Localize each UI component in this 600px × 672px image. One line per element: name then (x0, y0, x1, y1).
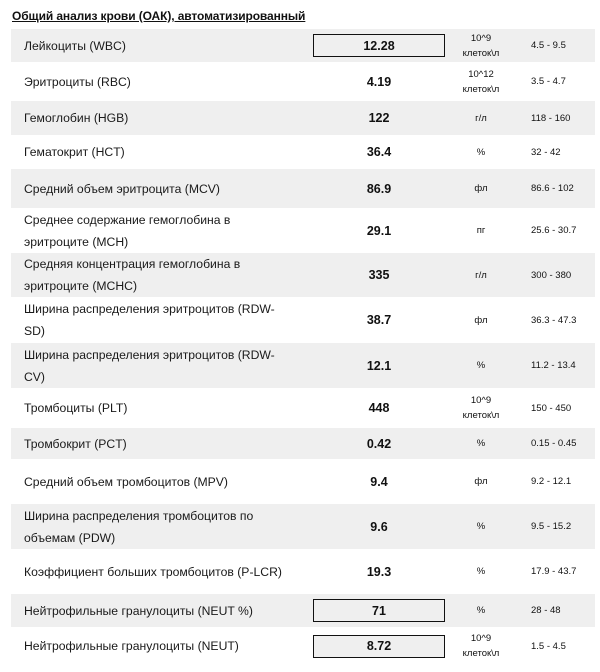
reference-range: 1.5 - 4.5 (531, 640, 566, 652)
unit: г/л (475, 269, 487, 281)
unit: % (476, 521, 486, 532)
reference-range: 36.3 - 47.3 (531, 314, 577, 326)
reference-range: 150 - 450 (531, 402, 572, 414)
table-row (11, 169, 595, 208)
test-name: Средняя концентрация гемоглобина в эритроците (MCHC) (24, 257, 241, 293)
unit: пг (476, 225, 486, 236)
reference-range: 300 - 380 (531, 269, 572, 281)
flag-box: 8.72 (313, 635, 445, 658)
result-value: 38.7 (366, 313, 392, 327)
unit: % (476, 146, 486, 158)
table-row (11, 504, 595, 549)
reference-range: 4.5 - 9.5 (531, 40, 566, 51)
table-row (11, 101, 595, 135)
test-name: Средний объем эритроцита (MCV) (24, 181, 220, 196)
reference-range: 25.6 - 30.7 (531, 225, 577, 236)
test-name: Среднее содержание гемоглобина в эритроците (MCH) (24, 212, 231, 249)
flag-box: 12.28 (313, 34, 445, 57)
table-row (11, 627, 595, 665)
table-row (11, 549, 595, 594)
unit: 10^9 клеток\л (462, 395, 500, 421)
result-value: 0.42 (366, 436, 392, 451)
flagged-result-value (313, 29, 445, 62)
result-value: 36.4 (366, 145, 392, 159)
result-value: 19.3 (366, 564, 392, 579)
test-name: Гемоглобин (HGB) (24, 111, 129, 125)
test-name: Нейтрофильные гранулоциты (NEUT) (24, 639, 239, 653)
reference-range: 28 - 48 (531, 605, 561, 616)
table-row (11, 253, 595, 297)
reference-range: 32 - 42 (531, 146, 561, 158)
reference-range: 0.15 - 0.45 (531, 438, 577, 449)
test-name: Ширина распределения эритроцитов (RDW-SD) (24, 302, 275, 338)
unit: 10^9 клеток\л (462, 633, 500, 659)
result-value: 9.4 (370, 474, 388, 489)
unit: % (476, 605, 486, 616)
flagged-result-value (313, 627, 445, 665)
test-name: Нейтрофильные гранулоциты (NEUT %) (24, 603, 253, 618)
unit: % (476, 566, 486, 577)
test-name: Гематокрит (HCT) (24, 145, 125, 159)
reference-range: 118 - 160 (531, 112, 571, 124)
table-row (11, 343, 595, 388)
test-name: Средний объем тромбоцитов (MPV) (24, 474, 228, 489)
result-value: 4.19 (366, 74, 392, 89)
reference-range: 9.2 - 12.1 (531, 476, 572, 487)
unit: фл (474, 314, 488, 326)
reference-range: 86.6 - 102 (531, 183, 574, 194)
table-row (11, 459, 595, 504)
result-value: 9.6 (370, 519, 388, 534)
unit: 10^9 клеток\л (462, 32, 500, 59)
table-row (11, 388, 595, 428)
flag-box: 71 (313, 599, 445, 622)
result-value: 335 (368, 268, 390, 282)
test-name: Лейкоциты (WBC) (24, 38, 126, 53)
result-value: 448 (368, 401, 390, 415)
unit: % (476, 360, 486, 371)
result-value: 29.1 (366, 223, 392, 238)
table-row (11, 594, 595, 627)
result-value: 12.1 (366, 358, 392, 373)
test-name: Ширина распределения тромбоцитов по объемам (PDW) (24, 508, 254, 545)
test-name: Тромбокрит (PCT) (24, 436, 127, 451)
test-name: Тромбоциты (PLT) (24, 401, 128, 415)
report-title: Общий анализ крови (ОАК), автоматизированный (12, 9, 306, 23)
reference-range: 3.5 - 4.7 (531, 76, 566, 87)
table-row (11, 297, 595, 343)
reference-range: 17.9 - 43.7 (531, 566, 577, 577)
test-name: Эритроциты (RBC) (24, 74, 131, 89)
reference-range: 11.2 - 13.4 (531, 360, 576, 371)
table-row (11, 428, 595, 459)
unit: фл (474, 476, 488, 487)
test-name: Ширина распределения эритроцитов (RDW-CV) (24, 347, 275, 384)
reference-range: 9.5 - 15.2 (531, 521, 572, 532)
unit: 10^12 клеток\л (462, 68, 500, 95)
unit: г/л (475, 112, 487, 124)
flagged-result-value (313, 594, 445, 627)
table-row (11, 29, 595, 62)
table-row (11, 135, 595, 169)
table-row (11, 62, 595, 101)
result-value: 122 (368, 111, 390, 125)
table-row (11, 208, 595, 253)
result-value: 86.9 (366, 181, 392, 196)
unit: % (476, 438, 486, 449)
unit: фл (474, 183, 488, 194)
results-table (11, 29, 595, 665)
test-name: Коэффициент больших тромбоцитов (P-LCR) (24, 564, 282, 579)
